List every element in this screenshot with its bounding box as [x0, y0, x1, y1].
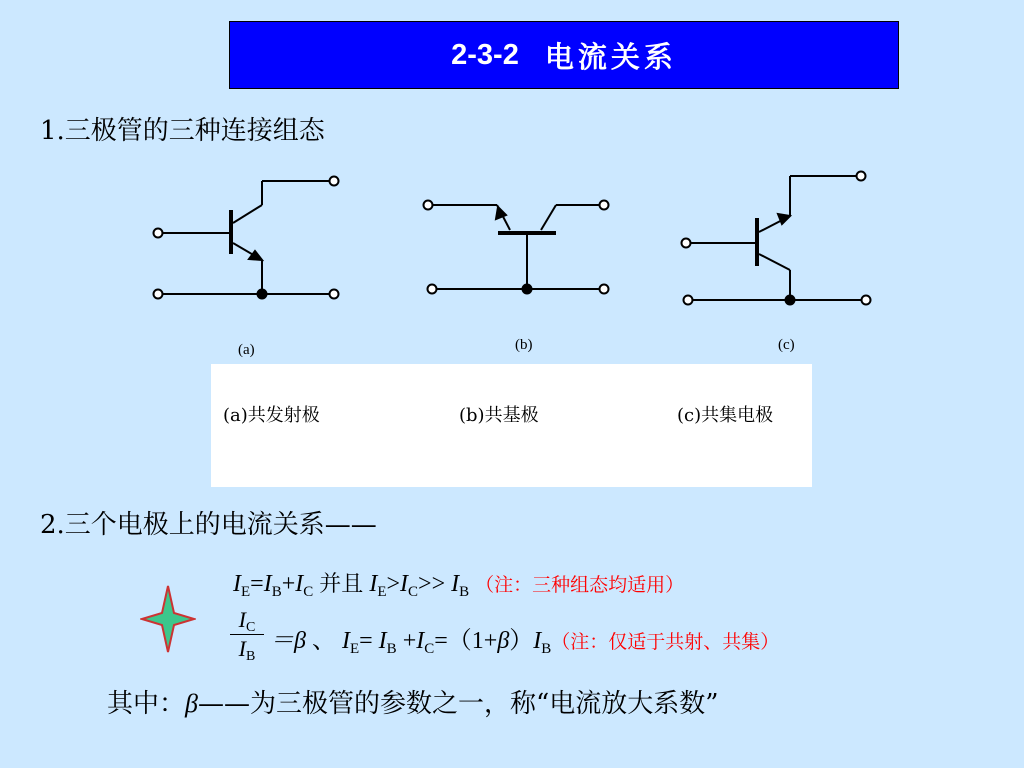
note-all-configurations: （注：三种组态均适用）: [475, 575, 685, 596]
star-bullet-icon: [140, 584, 196, 654]
circuit-common-emitter: [154, 177, 339, 299]
circuit-common-collector: [682, 172, 871, 305]
note-ce-cc-only: （注：仅适于共射、共集）: [551, 632, 780, 653]
section1-heading: 1.三极管的三种连接组态: [40, 116, 325, 146]
circuit-label-a: (a): [238, 342, 255, 358]
configuration-labels-box: [211, 364, 812, 487]
fraction-ic-over-ib: $I_C$ $I_B$: [228, 609, 266, 660]
label-common-emitter: (a)共发射极: [223, 405, 320, 426]
title-text: 电流关系: [544, 39, 677, 74]
label-common-collector: (c)共集电极: [677, 405, 774, 426]
circuit-common-base: [424, 201, 609, 294]
beta-definition: 其中：β——为三极管的参数之一，称“电流放大系数”: [107, 689, 719, 719]
label-common-base: (b)共基极: [459, 405, 539, 426]
equation-beta: ＝β 、 $I_E= I_B +I_C=(1+\beta)I_B$（注：仅适于共射、共集）: [270, 628, 780, 657]
equation-current-sum: $I_E=I_B+I_C$ 并且 $I_E>I_C>> I_B$ （注：三种组态均适用）: [233, 571, 685, 600]
title-number: 2-3-2: [451, 38, 519, 71]
circuit-label-b: (b): [515, 337, 533, 353]
section2-heading: 2.三个电极上的电流关系——: [40, 510, 377, 540]
circuit-label-c: (c): [778, 337, 795, 353]
